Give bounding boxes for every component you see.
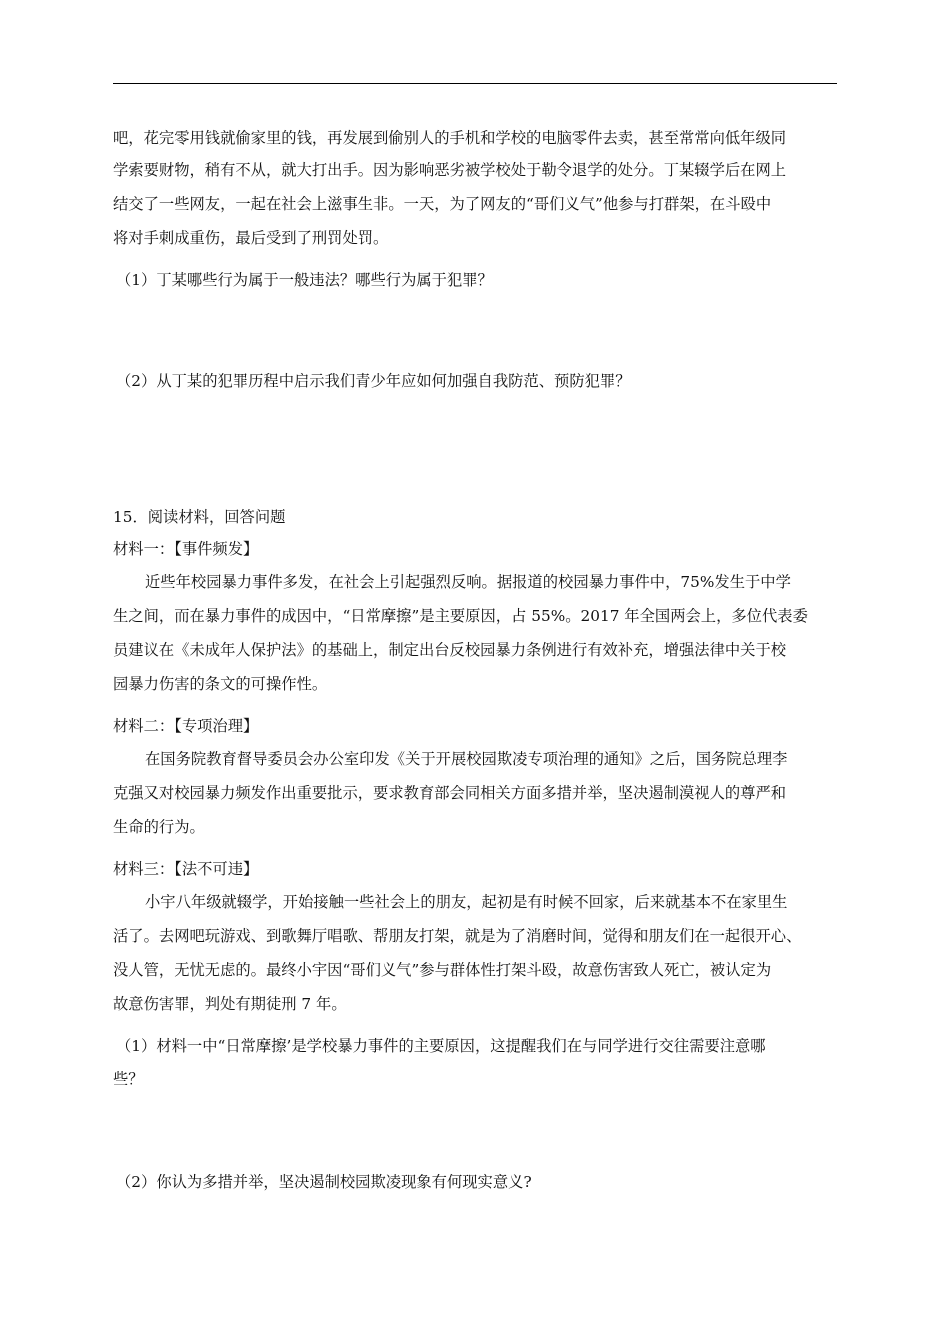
q15-question-2: （2）你认为多措并举，坚决遏制校园欺凌现象有何现实意义? [116, 1173, 532, 1191]
case14-line-3: 结交了一些网友，一起在社会上滋事生非。一天，为了网友的“哥们义气”他参与打群架，在斗殴中 [113, 195, 772, 213]
material-2-line-1: 在国务院教育督导委员会办公室印发《关于开展校园欺凌专项治理的通知》之后，国务院总理李 [145, 750, 788, 768]
material-1-heading: 材料一：【事件频发】 [113, 540, 259, 558]
material-3-heading: 材料三：【法不可违】 [113, 860, 259, 878]
q15-question-1-line-1: （1）材料一中“日常摩擦’是学校暴力事件的主要原因，这提醒我们在与同学进行交往需要注意哪 [116, 1037, 766, 1055]
case14-question-2: （2）从丁某的犯罪历程中启示我们青少年应如何加强自我防范、预防犯罪？ [116, 372, 631, 390]
material-1-line-2: 生之间，而在暴力事件的成因中，“日常摩擦”是主要原因，占 55%。2017 年全国两会上，多位代表委 [113, 607, 808, 625]
case14-line-4: 将对手刺成重伤，最后受到了刑罚处罚。 [113, 229, 389, 247]
material-1-line-4: 园暴力伤害的条文的可操作性。 [113, 675, 328, 693]
material-1-line-1: 近些年校园暴力事件多发，在社会上引起强烈反响。据报道的校园暴力事件中，75%发生于中学 [145, 573, 791, 591]
material-3-line-4: 故意伤害罪，判处有期徒刑 7 年。 [113, 995, 347, 1013]
material-2-line-2: 克强又对校园暴力频发作出重要批示，要求教育部会同相关方面多措并举，坚决遏制漠视人的尊严和 [113, 784, 787, 802]
case14-question-1: （1）丁某哪些行为属于一般违法？哪些行为属于犯罪？ [116, 271, 493, 289]
material-3-line-3: 没人管，无忧无虑的。最终小宇因“哥们义气”参与群体性打架斗殴，故意伤害致人死亡，被认定为 [113, 961, 772, 979]
material-2-heading: 材料二：【专项治理】 [113, 717, 259, 735]
case14-line-1: 吧，花完零用钱就偷家里的钱，再发展到偷别人的手机和学校的电脑零件去卖，甚至常常向低年级同 [113, 129, 787, 147]
header-rule [113, 83, 837, 84]
q15-title: 15．阅读材料，回答问题 [113, 508, 286, 526]
material-3-line-1: 小宇八年级就辍学，开始接触一些社会上的朋友，起初是有时候不回家，后来就基本不在家里生 [145, 893, 788, 911]
material-1-line-3: 员建议在《未成年人保护法》的基础上，制定出台反校园暴力条例进行有效补充，增强法律中关于校 [113, 641, 787, 659]
case14-line-2: 学索要财物，稍有不从，就大打出手。因为影响恶劣被学校处于勒令退学的处分。丁某辍学后在网上 [113, 161, 787, 179]
q15-question-1-line-2: 些？ [113, 1070, 144, 1088]
material-3-line-2: 活了。去网吧玩游戏、到歌舞厅唱歌、帮朋友打架，就是为了消磨时间，觉得和朋友们在一起很开心、 [113, 927, 802, 945]
material-2-line-3: 生命的行为。 [113, 818, 205, 836]
